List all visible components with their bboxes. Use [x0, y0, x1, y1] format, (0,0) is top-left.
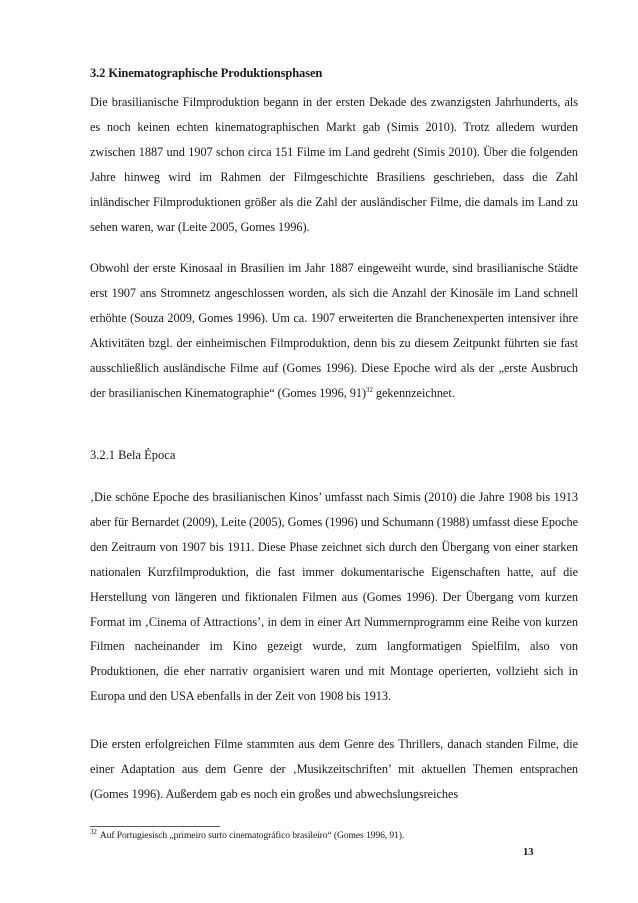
paragraph-1: Die brasilianische Filmproduktion begann in der ersten Dekade des zwanzigsten Jahrhunderts, als es noch keinen echten kinematographischen Markt gab (Simis 2010). Trotz alledem wurden zwischen 1887 und 1907 schon circa 151 Filme im Land gedreht (Simis 2010). Über die folgenden Jahre hinweg wird im Rahmen der Filmgeschichte Brasiliens geschrieben, dass die Zahl inländischer Filmproduktionen größer als die Zahl der ausländischer Filme, die damals im Land zu sehen waren, war (Leite 2005, Gomes 1996).: [90, 95, 578, 234]
paragraph-3: ‚Die schöne Epoche des brasilianischen Kinos’ umfasst nach Simis (2010) die Jahre 1908 bis 1913 aber für Bernardet (2009), Leite (2005), Gomes (1996) und Schumann (1988) umfasst diese Epoche den Zeitraum von 1907 bis 1911. Diese Phase zeichnet sich durch den Übergang von einer starken nationalen Kurzfilmproduktion, die fast immer dokumentarische Eigenschaften hatte, auf die Herstellung von längeren und fiktionalen Filmen aus (Gomes 1996). Der Übergang vom kurzen Format im ‚Cinema of Attractions’, in dem in einer Art Nummernprogramm eine Reihe von kurzen Filmen nacheinander im Kino gezeigt wurde, zum langformatigen Spielfilm, also von Produktionen, die eher narrativ organisiert waren und mit Montage operierten, vollzieht sich in Europa und den USA ebenfalls in der Zeit von 1908 bis 1913.: [90, 490, 578, 704]
footnote-number: 32: [90, 827, 97, 836]
footnote-reference[interactable]: 32: [366, 385, 373, 394]
footnote-text: Auf Portugiesisch „primeiro surto cinematográfico brasileiro“ (Gomes 1996, 91).: [99, 830, 405, 841]
paragraph-2: [90, 256, 578, 405]
paragraph-2-tail: gekennzeichnet.: [372, 385, 455, 400]
page-number: 13: [523, 847, 534, 858]
subsection-heading: 3.2.1 Bela Época: [90, 448, 176, 462]
footnote: [90, 827, 405, 841]
paragraph-4: Die ersten erfolgreichen Filme stammten aus dem Genre des Thrillers, danach standen Filme, die einer Adaptation aus dem Genre der ‚Musikzeitschriften’ mit aktuellen Themen entsprachen (Gomes 1996). Außerdem gab es noch ein großes und abwechslungsreiches: [90, 737, 578, 801]
paragraph-2-text: Obwohl der erste Kinosaal in Brasilien im Jahr 1887 eingeweiht wurde, sind brasilianische Städte erst 1907 ans Stromnetz angeschlossen worden, als sich die Anzahl der Kinosäle im Land schnell erhöhte (Souza 2009, Gomes 1996). Um ca. 1907 erweiterten die Branchenexperten intensiver ihre Aktivitäten bzgl. der einheimischen Filmproduktion, denn bis zu diesem Zeitpunkt führten sie fast ausschließlich ausländische Filme auf (Gomes 1996). Diese Epoche wird als der „erste Ausbruch der brasilianischen Kinematographie“ (Gomes 1996, 91): [90, 261, 578, 400]
footnote-divider: [90, 826, 220, 827]
section-heading: 3.2 Kinematographische Produktionsphasen: [90, 66, 323, 80]
